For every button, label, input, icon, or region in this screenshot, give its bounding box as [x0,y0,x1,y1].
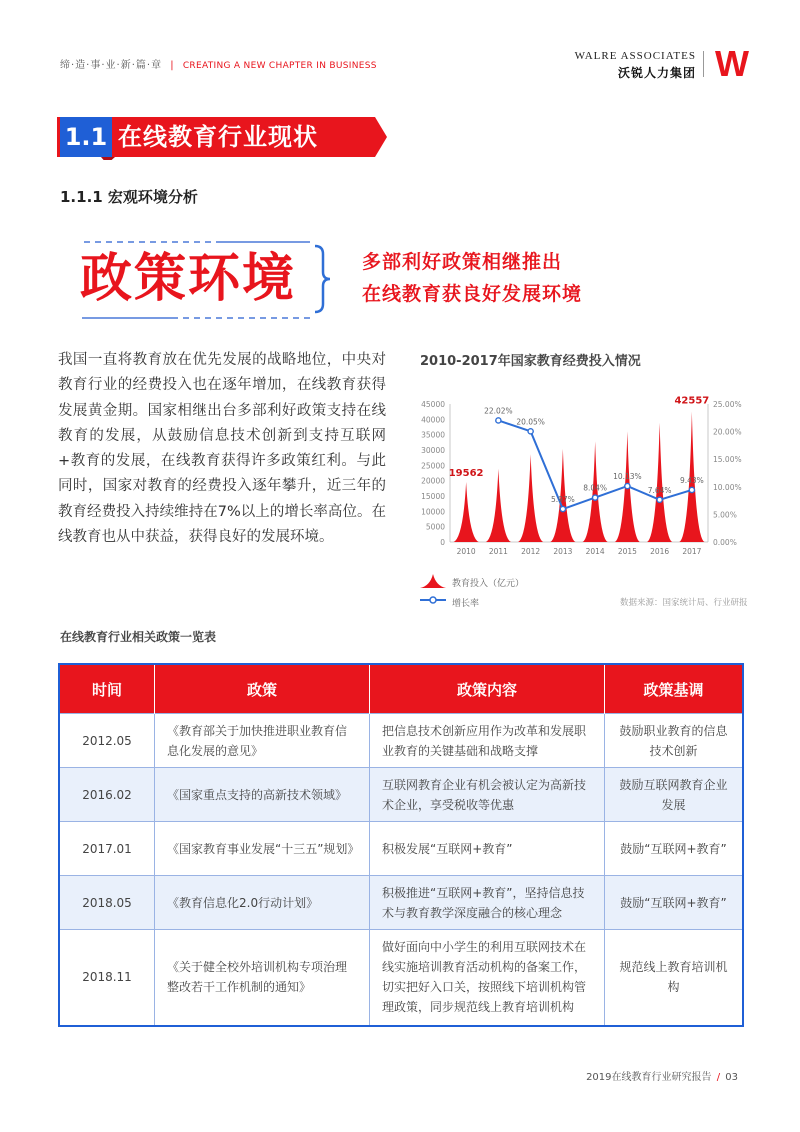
legend-line-icon [420,594,446,606]
y-tick-right: 20.00% [713,427,742,437]
x-tick-label: 2015 [617,547,637,556]
y-tick-right: 15.00% [713,455,742,465]
cell-content: 把信息技术创新应用作为改革和发展职业教育的关键基础和战略支撑 [370,714,605,768]
growth-point-label: 7.64% [647,485,672,495]
growth-point [657,497,662,502]
legend-bar-label: 教育投入（亿元） [452,579,525,589]
header-tagline [60,56,377,71]
x-tick-label: 2011 [488,547,508,556]
header-time: 时间 [59,664,155,714]
cell-content: 积极推进“互联网+教育”，坚持信息技术与教育教学深度融合的核心理念 [370,876,605,930]
x-tick-label: 2010 [456,547,476,556]
tagline-en: CREATING A NEW CHAPTER IN BUSINESS [182,61,377,71]
bar-mark [647,423,672,542]
growth-point-label: 5.97% [550,495,575,505]
y-tick-right: 10.00% [713,482,742,492]
brand-logo-letter: W [715,46,749,80]
bar-mark [454,482,479,542]
growth-point [689,487,694,492]
policy-table [58,663,744,1027]
x-tick-label: 2016 [650,547,670,556]
body-paragraph: 我国一直将教育放在优先发展的战略地位，中央对教育行业的经费投入也在逐年增加，在线教育获得发展黄金期。国家相继出台多部利好政策支持在线教育的发展，从鼓励信息技术创新到支持互联网+教育的发展，在线教育获得许多政策红利。与此同时，国家对教育的经费投入逐年攀升，近三年的教育经费投入持续维持在7%以上的增长率高位。在线教育也从中获益，获得良好的发展环境。 [58,352,386,546]
y-tick-left: 35000 [421,430,445,440]
banner-slogan [362,246,582,310]
cell-policy: 《国家教育事业发展“十三五”规划》 [155,822,370,876]
growth-point [496,418,501,423]
y-tick-right: 0.00% [713,538,737,547]
cell-tone: 鼓励“互联网+教育” [605,876,744,930]
growth-point [593,495,598,500]
growth-point [528,429,533,434]
brand-logo-icon [712,46,752,80]
slogan-line-1: 多部利好政策相继推出 [362,251,563,273]
banner-big-title: 政策环境 [80,249,297,309]
header-content: 政策内容 [370,664,605,714]
footer-report-title: 2019在线教育行业研究报告 [586,1072,712,1083]
growth-point [625,483,630,488]
growth-point [560,506,565,511]
bar-mark [518,454,543,542]
cell-policy: 《国家重点支持的高新技术领域》 [155,768,370,822]
table-row [59,822,743,876]
cell-policy: 《教育部关于加快推进职业教育信息化发展的意见》 [155,714,370,768]
header-policy: 政策 [155,664,370,714]
cell-content: 做好面向中小学生的利用互联网技术在线实施培训教育活动机构的备案工作，切实把好入口关，按照线下培训机构管理政策，同步规范线上教育培训机构 [370,930,605,1026]
subsection-title: 1.1.1 宏观环境分析 [60,188,198,206]
y-tick-left: 20000 [421,476,445,486]
y-tick-left: 45000 [421,400,445,409]
brand-name-en: WALRE ASSOCIATES [574,50,696,62]
cell-content: 积极发展“互联网+教育” [370,822,605,876]
table-row [59,876,743,930]
header-tone: 政策基调 [605,664,744,714]
y-tick-right: 25.00% [713,400,742,409]
table-header-row [59,664,743,714]
section-title: 在线教育行业现状 [118,123,318,151]
chart-source: 数据来源：国家统计局、行业研报 [620,598,748,608]
legend-line-label: 增长率 [452,599,480,609]
cell-policy: 《教育信息化2.0行动计划》 [155,876,370,930]
table-row [59,930,743,1026]
y-tick-left: 25000 [421,461,445,471]
footer-separator: / [716,1072,721,1083]
cell-time: 2012.05 [59,714,155,768]
table-title: 在线教育行业相关政策一览表 [60,630,217,644]
legend-bar-icon [420,574,446,588]
growth-point-label: 10.13% [613,472,642,482]
y-tick-left: 30000 [421,446,445,455]
chart-title: 2010-2017年国家教育经费投入情况 [420,354,641,369]
table-row [59,768,743,822]
cell-time: 2016.02 [59,768,155,822]
cell-tone: 鼓励互联网教育企业发展 [605,768,744,822]
x-tick-label: 2017 [682,547,702,556]
y-tick-left: 15000 [421,492,445,501]
growth-point-label: 9.43% [679,475,704,485]
y-tick-left: 10000 [421,507,445,517]
growth-point-label: 20.05% [516,417,545,427]
bar-value-label: 42557 [674,395,710,407]
page-number: 03 [725,1072,738,1083]
cell-content: 互联网教育企业有机会被认定为高新技术企业，享受税收等优惠 [370,768,605,822]
cell-tone: 规范线上教育培训机构 [605,930,744,1026]
brand-name-cn: 沃锐人力集团 [617,66,696,80]
cell-time: 2018.05 [59,876,155,930]
cell-tone: 鼓励“互联网+教育” [605,822,744,876]
table-row [59,714,743,768]
cell-time: 2018.11 [59,930,155,1026]
brace-icon [311,244,333,314]
y-tick-left: 5000 [425,522,445,532]
slogan-line-2: 在线教育获良好发展环境 [362,283,583,305]
growth-point-label: 22.02% [484,406,513,416]
brand-divider [703,51,704,77]
y-tick-left: 0 [440,538,445,547]
y-tick-right: 5.00% [713,510,737,520]
x-tick-label: 2013 [553,547,573,556]
cell-time: 2017.01 [59,822,155,876]
growth-point-label: 8.04% [583,483,608,493]
tagline-separator: | [170,60,175,71]
bar-value-label: 19562 [448,468,484,480]
cell-tone: 鼓励职业教育的信息技术创新 [605,714,744,768]
x-tick-label: 2014 [585,547,605,556]
x-tick-label: 2012 [521,547,541,556]
cell-policy: 《关于健全校外培训机构专项治理整改若干工作机制的通知》 [155,930,370,1026]
funding-chart [412,384,762,564]
y-tick-left: 40000 [421,415,445,425]
bar-mark [486,469,511,542]
tagline-cn: 缔·造·事·业·新·篇·章 [60,60,163,71]
section-number: 1.1 [60,117,112,157]
page-footer [586,1068,738,1083]
